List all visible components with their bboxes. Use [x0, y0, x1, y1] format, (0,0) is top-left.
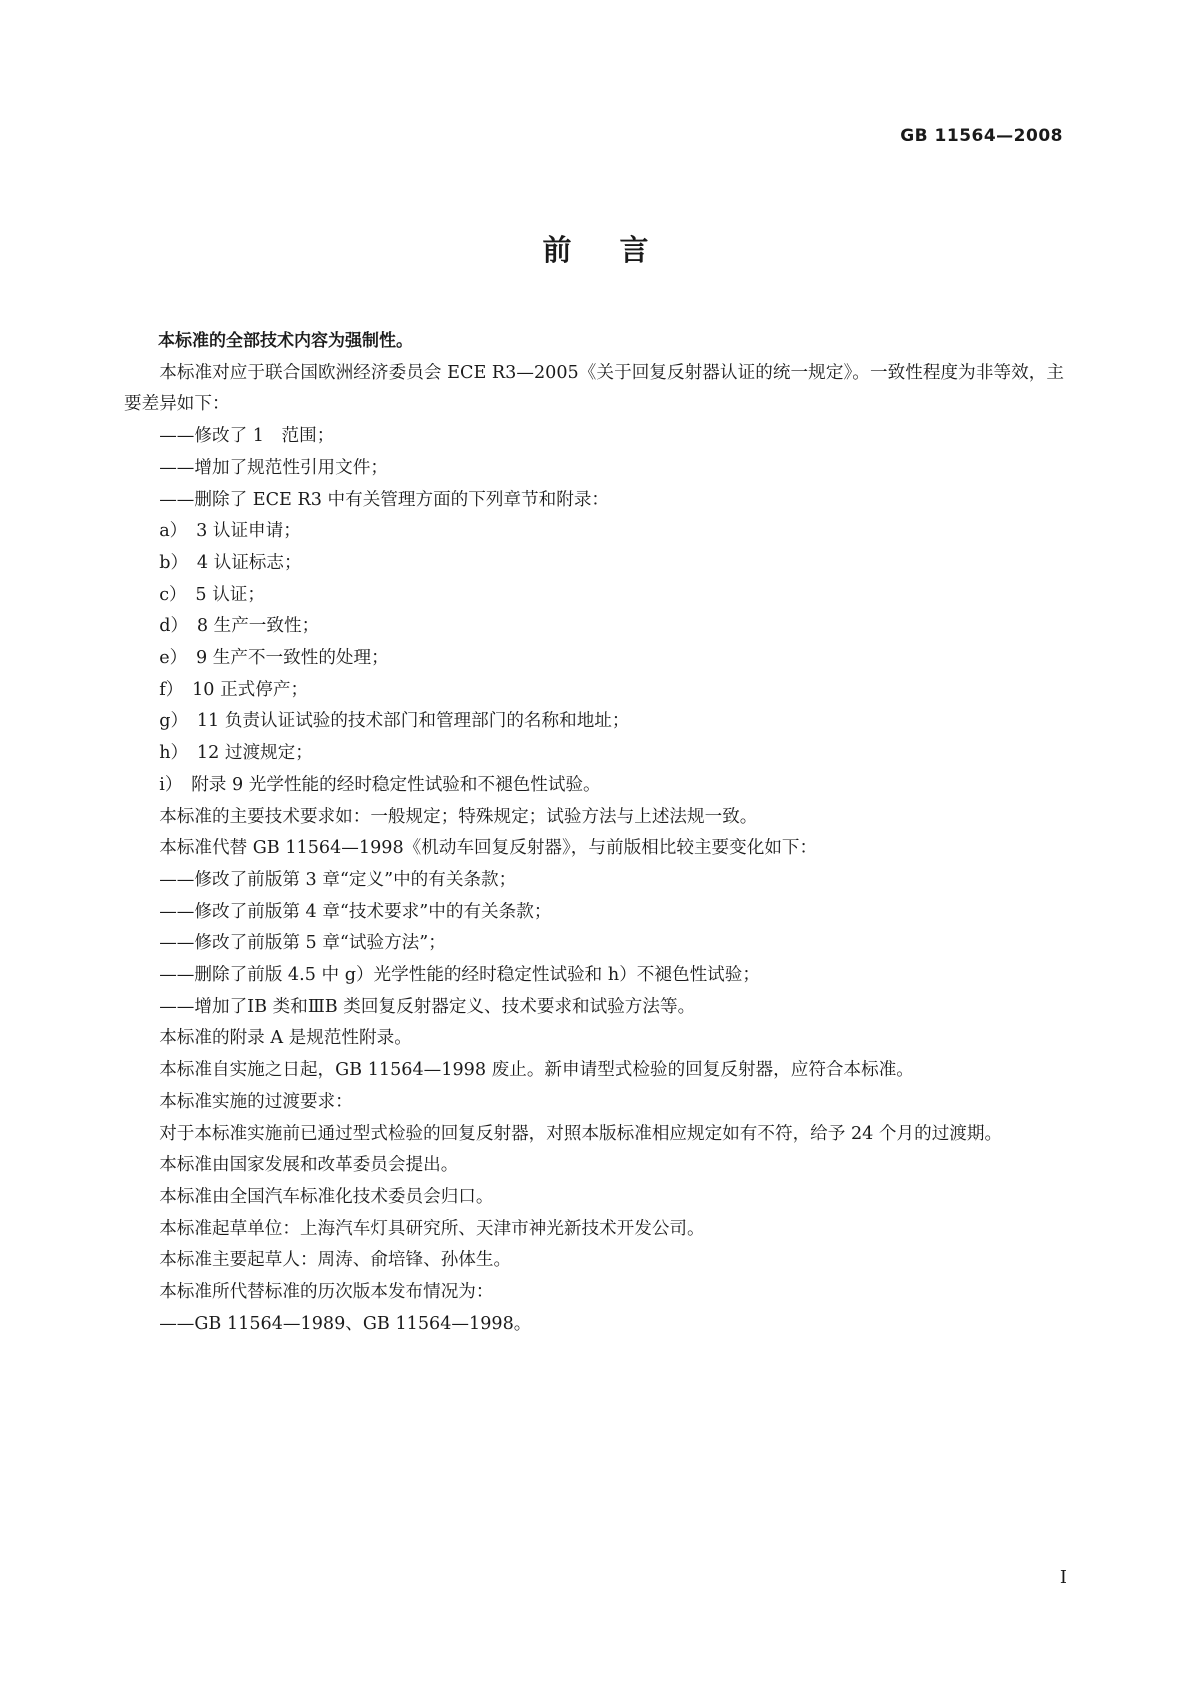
list-item: h） 12 过渡规定； — [159, 743, 313, 764]
paragraph: ——增加了规范性引用文件； — [159, 457, 388, 478]
paragraph: 本标准的主要技术要求如：一般规定；特殊规定；试验方法与上述法规一致。 — [159, 806, 758, 827]
list-item: g） 11 负责认证试验的技术部门和管理部门的名称和地址； — [159, 711, 630, 732]
paragraph: ——修改了前版第 5 章“试验方法”； — [159, 933, 446, 954]
paragraph: ——修改了前版第 4 章“技术要求”中的有关条款； — [159, 901, 552, 922]
paragraph: ——增加了ⅠB 类和ⅢB 类回复反射器定义、技术要求和试验方法等。 — [159, 996, 696, 1017]
paragraph: 本标准所代替标准的历次版本发布情况为： — [159, 1282, 494, 1303]
paragraph: ——修改了 1 范围； — [159, 426, 335, 447]
paragraph: ——删除了 ECE R3 中有关管理方面的下列章节和附录： — [159, 489, 610, 510]
list-item: b） 4 认证标志； — [159, 552, 302, 573]
list-item: a） 3 认证申请； — [159, 521, 301, 542]
standard-code: GB 11564—2008 — [900, 126, 1063, 146]
page-number: I — [1059, 1567, 1067, 1588]
paragraph: 本标准自实施之日起，GB 11564—1998 废止。新申请型式检验的回复反射器，应符合本标准。 — [159, 1060, 914, 1081]
paragraph: ——GB 11564—1989、GB 11564—1998。 — [159, 1313, 532, 1334]
paragraph: 本标准代替 GB 11564—1998《机动车回复反射器》，与前版相比较主要变化如下： — [159, 838, 818, 859]
paragraph: 本标准对应于联合国欧洲经济委员会 ECE R3—2005《关于回复反射器认证的统一规定》。一致性程度为非等效，主要差异如下： — [124, 362, 1064, 415]
list-item: c） 5 认证； — [159, 584, 265, 605]
page-title: 前言 — [542, 233, 697, 267]
paragraph: 本标准由国家发展和改革委员会提出。 — [159, 1155, 459, 1176]
paragraph: ——删除了前版 4.5 中 g）光学性能的经时稳定性试验和 h）不褪色性试验； — [159, 965, 760, 986]
paragraph-mandatory-statement: 本标准的全部技术内容为强制性。 — [158, 331, 413, 351]
list-item: i） 附录 9 光学性能的经时稳定性试验和不褪色性试验。 — [159, 774, 601, 795]
paragraph: ——修改了前版第 3 章“定义”中的有关条款； — [159, 869, 517, 890]
paragraph: 本标准起草单位：上海汽车灯具研究所、天津市神光新技术开发公司。 — [159, 1218, 705, 1239]
paragraph: 本标准主要起草人：周涛、俞培锋、孙体生。 — [159, 1250, 512, 1271]
list-item: d） 8 生产一致性； — [159, 616, 320, 637]
document-body — [124, 326, 1064, 1341]
paragraph: 本标准实施的过渡要求： — [159, 1091, 353, 1112]
list-item: f） 10 正式停产； — [159, 679, 309, 700]
list-item: e） 9 生产不一致性的处理； — [159, 648, 389, 669]
paragraph: 本标准的附录 A 是规范性附录。 — [159, 1028, 412, 1049]
paragraph: 本标准由全国汽车标准化技术委员会归口。 — [159, 1186, 494, 1207]
paragraph: 对于本标准实施前已通过型式检验的回复反射器，对照本版标准相应规定如有不符，给予 24 个月的过渡期。 — [159, 1123, 1003, 1144]
